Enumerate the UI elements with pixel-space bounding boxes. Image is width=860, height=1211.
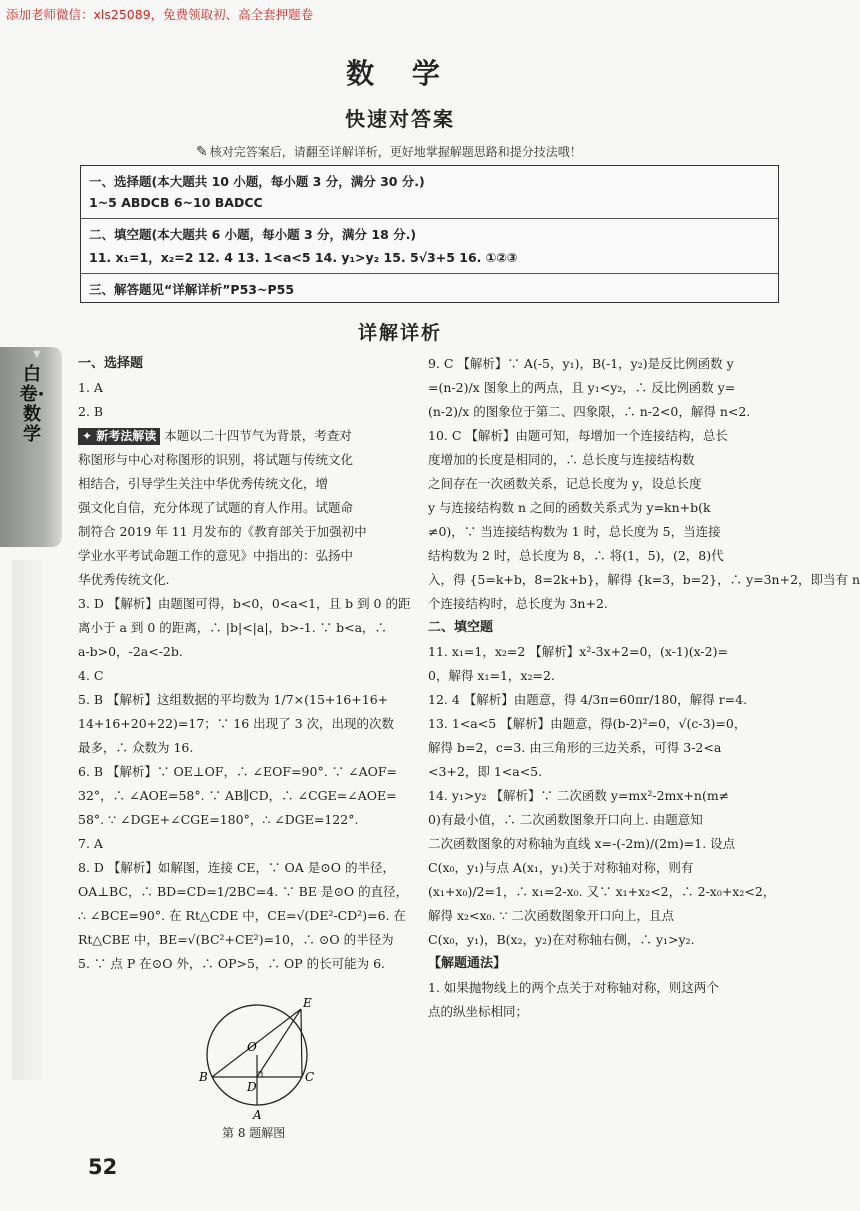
left-column-line: 5. B 【解析】这组数据的平均数为 1/7×(15+16+16+ bbox=[78, 692, 389, 707]
right-column-line: (n-2)/x 的图象位于第二、四象限，∴ n-2<0，解得 n<2. bbox=[428, 404, 751, 419]
choice-header: 一、选择题(本大题共 10 小题，每小题 3 分，满分 30 分.) bbox=[89, 174, 425, 189]
segment-ce bbox=[301, 1009, 302, 1077]
right-column-line: 二次函数图象的对称轴为直线 x=-(-2m)/(2m)=1. 设点 bbox=[428, 836, 736, 851]
right-column-line: 0)有最小值，∴ 二次函数图象开口向上. 由题意知 bbox=[428, 812, 703, 827]
left-column-line: Rt△CBE 中，BE=√(BC²+CE²)=10，∴ ⊙O 的半径为 bbox=[78, 932, 394, 947]
left-column-line: 7. A bbox=[78, 836, 103, 851]
left-column-line: 14+16+20+22)=17；∵ 16 出现了 3 次，出现的次数 bbox=[78, 716, 395, 731]
right-column-line: C(x₀，y₁)与点 A(x₁，y₁)关于对称轴对称，则有 bbox=[428, 860, 694, 875]
right-column-line: ≠0)，∵ 当连接结构数为 1 时，总长度为 5，当连接 bbox=[428, 524, 721, 539]
right-column-line: C(x₀，y₁)，B(x₂，y₂)在对称轴右侧，∴ y₁>y₂. bbox=[428, 932, 695, 947]
left-column-line: 8. D 【解析】如解图，连接 CE，∵ OA 是⊙O 的半径， bbox=[78, 860, 395, 875]
tip-text: 核对完答案后，请翻至详解详析，更好地掌握解题思路和提分技法哦！ bbox=[209, 145, 582, 159]
label-c: C bbox=[305, 1070, 315, 1084]
segment-de bbox=[257, 1009, 301, 1077]
page-title: 数 学 bbox=[346, 57, 454, 90]
answer-box bbox=[80, 165, 779, 303]
left-column-line: 华优秀传统文化. bbox=[78, 572, 170, 587]
right-column-line: =(n-2)/x 图象上的两点，且 y₁<y₂，∴ 反比例函数 y= bbox=[428, 380, 736, 395]
circle-figure bbox=[195, 985, 325, 1125]
right-column-line: 11. x₁=1，x₂=2 【解析】x²-3x+2=0，(x-1)(x-2)= bbox=[428, 644, 728, 659]
right-column-line: 解得 b=2，c=3. 由三角形的三边关系，可得 3-2<a bbox=[428, 740, 722, 755]
left-column-line: 4. C bbox=[78, 668, 104, 683]
header-note: 添加老师微信：xls25089，免费领取初、高全套押题卷 bbox=[6, 7, 314, 22]
left-column-line: 制符合 2019 年 11 月发布的《教育部关于加强初中 bbox=[78, 524, 367, 539]
label-d: D bbox=[247, 1080, 257, 1094]
left-column-line: 32°，∴ ∠AOE=58°. ∵ AB∥CD，∴ ∠CGE=∠AOE= bbox=[78, 788, 397, 803]
left-column-line: 相结合，引导学生关注中华优秀传统文化，增 bbox=[78, 476, 329, 491]
right-column-line: 12. 4 【解析】由题意，得 4/3π=60πr/180，解得 r=4. bbox=[428, 692, 748, 707]
left-column-line: a-b>0，-2a<-2b. bbox=[78, 644, 183, 659]
right-column-line: 14. y₁>y₂ 【解析】∵ 二次函数 y=mx²-2mx+n(m≠ bbox=[428, 788, 730, 803]
right-column-line: <3+2，即 1<a<5. bbox=[428, 764, 543, 779]
right-column-line: 入，得 {5=k+b，8=2k+b}，解得 {k=3，b=2}，∴ y=3n+2，即当有 n bbox=[428, 572, 860, 587]
right-column-line: 【解题通法】 bbox=[428, 956, 507, 971]
left-column-line: 强文化自信，充分体现了试题的育人作用。试题命 bbox=[78, 500, 354, 515]
page-subtitle: 快速对答案 bbox=[345, 107, 455, 131]
left-column-line: 称图形与中心对称图形的识别，将试题与传统文化 bbox=[78, 452, 354, 467]
right-column-line: 二、填空题 bbox=[428, 620, 494, 635]
left-column-line: 2. B bbox=[78, 404, 104, 419]
right-column-line: 解得 x₂<x₀. ∵ 二次函数图象开口向上，且点 bbox=[428, 908, 674, 923]
pen-icon: ✎ bbox=[196, 144, 208, 160]
left-column bbox=[78, 352, 411, 976]
right-column-line: 度增加的长度是相同的，∴ 总长度与连接结构数 bbox=[428, 452, 695, 467]
right-column bbox=[428, 352, 860, 1024]
left-column-line: ∴ ∠BCE=90°. 在 Rt△CDE 中，CE=√(DE²-CD²)=6. 在 bbox=[78, 908, 407, 923]
figure-caption: 第 8 题解图 bbox=[222, 1126, 286, 1140]
right-column-line: 10. C 【解析】由题可知，每增加一个连接结构，总长 bbox=[428, 428, 728, 443]
left-column-line: 5. ∵ 点 P 在⊙O 外，∴ OP>5，∴ OP 的长可能为 6. bbox=[78, 956, 385, 971]
left-column-line: 离小于 a 到 0 的距离，∴ |b|<|a|，b>-1. ∵ b<a，∴ bbox=[78, 620, 388, 635]
left-column-line: 3. D 【解析】由题图可得，b<0，0<a<1，且 b 到 0 的距 bbox=[78, 596, 411, 611]
left-column-line: 最多，∴ 众数为 16. bbox=[78, 740, 194, 755]
right-column-line: 之间存在一次函数关系，记总长度为 y，设总长度 bbox=[428, 476, 702, 491]
label-b: B bbox=[199, 1070, 208, 1084]
label-o: O bbox=[247, 1040, 257, 1054]
left-column-line: 6. B 【解析】∵ OE⊥OF，∴ ∠EOF=90°. ∵ ∠AOF= bbox=[78, 764, 398, 779]
right-column-line: 13. 1<a<5 【解析】由题意，得(b-2)²=0，√(c-3)=0， bbox=[428, 716, 747, 731]
right-column-line: (x₁+x₀)/2=1，∴ x₁=2-x₀. 又∵ x₁+x₂<2，∴ 2-x₀+x₂<2， bbox=[428, 884, 776, 899]
left-column-line: 学业水平考试命题工作的意见》中指出的：弘扬中 bbox=[78, 548, 354, 563]
choice-answers: 1~5 ABDCB 6~10 BADCC bbox=[89, 195, 263, 210]
label-a: A bbox=[253, 1108, 262, 1122]
page-edge-shadow bbox=[12, 560, 42, 1080]
section-title: 详解详析 bbox=[357, 322, 442, 344]
right-column-line: 个连接结构时，总长度为 3n+2. bbox=[428, 596, 608, 611]
left-column-line: ✦ 新考法解读 本题以二十四节气为背景，考查对 bbox=[78, 424, 398, 448]
right-column-line: 点的纵坐标相同； bbox=[428, 1004, 529, 1019]
new-method-badge: ✦ 新考法解读 bbox=[78, 428, 160, 445]
right-column-line: 0，解得 x₁=1，x₂=2. bbox=[428, 668, 555, 683]
right-column-line: 9. C 【解析】∵ A(-5，y₁)，B(-1，y₂)是反比例函数 y bbox=[428, 356, 734, 371]
left-column-line: 一、选择题 bbox=[78, 356, 144, 371]
left-column-line: OA⊥BC，∴ BD=CD=1/2BC=4. ∵ BE 是⊙O 的直径， bbox=[78, 884, 409, 899]
tip-line bbox=[196, 143, 582, 160]
right-column-line: 结构数为 2 时，总长度为 8，∴ 将(1，5)，(2，8)代 bbox=[428, 548, 724, 563]
fill-answers: 11. x₁=1，x₂=2 12. 4 13. 1<a<5 14. y₁>y₂ 15. 5√3+5 16. ①②③ bbox=[89, 250, 518, 265]
right-column-line: y 与连接结构数 n 之间的函数关系式为 y=kn+b(k bbox=[428, 500, 711, 515]
page-number: 52 bbox=[88, 1155, 118, 1179]
label-e: E bbox=[303, 996, 312, 1010]
fill-header: 二、填空题(本大题共 6 小题，每小题 3 分，满分 18 分.) bbox=[81, 218, 778, 243]
tab-arrow-icon: ▼ bbox=[33, 349, 41, 360]
side-tab-label: 白卷·数学 bbox=[19, 364, 45, 445]
left-column-line: 1. A bbox=[78, 380, 103, 395]
right-column-line: 1. 如果抛物线上的两个点关于对称轴对称，则这两个 bbox=[428, 980, 719, 995]
left-column-line: 58°. ∵ ∠DGE+∠CGE=180°，∴ ∠DGE=122°. bbox=[78, 812, 359, 827]
solve-line: 三、解答题见“详解详析”P53~P55 bbox=[81, 273, 778, 298]
